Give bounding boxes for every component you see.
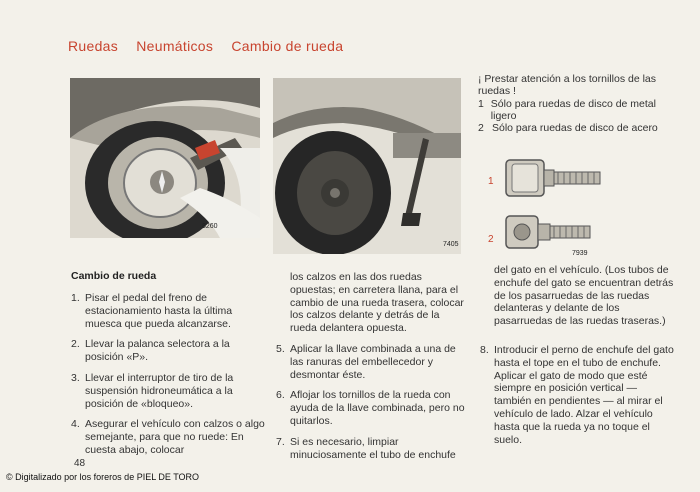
photo-number-right: 7405 xyxy=(443,241,459,248)
photo-number-left: 8260 xyxy=(202,223,218,230)
bolt-label-2: 2 xyxy=(488,234,494,245)
bolt-note-number: 1 xyxy=(478,97,484,110)
step-continuation xyxy=(480,264,676,328)
bolt-note-number: 2 xyxy=(478,122,484,135)
step-number: 8. xyxy=(480,343,489,356)
bolt-note-intro: ¡ Prestar atención a los tornillos de las ruedas ! xyxy=(478,73,657,98)
step-text: Llevar el interruptor de tiro de la suspensión hidroneumática a la posición de «bloqueo». xyxy=(85,371,234,410)
step-number: 3. xyxy=(71,371,80,384)
step-text: Llevar la palanca selectora a la posición «P». xyxy=(85,338,230,364)
step-number: 7. xyxy=(276,435,285,448)
step-item xyxy=(480,344,676,446)
crumb-neumaticos: Neumáticos xyxy=(136,38,214,54)
step-text: Introducir el perno de enchufe del gato hasta el tope en el tubo de enchufe. Aplicar el gato de modo que esté siempre en posición vertical — también en pendientes — al mirar el vehículo de lado. Alzar el vehículo hasta que la rueda ya no toque el suelo. xyxy=(494,343,674,446)
bolt-note-item xyxy=(478,122,668,134)
bolt-figure-number: 7939 xyxy=(572,250,588,257)
page-number: 48 xyxy=(74,458,86,469)
step-text: del gato en el vehículo. (Los tubos de enchufe del gato se encuentran detrás de los pasarruedas de las ruedas delanteras y delante de los pasarruedas de las ruedas traseras.) xyxy=(494,264,674,328)
step-number: 6. xyxy=(276,389,285,402)
bolt-note-item xyxy=(478,98,668,123)
step-text: Pisar el pedal del freno de estacionamiento hasta la última muesca que pueda alcanzarse. xyxy=(85,292,233,330)
bolt-note xyxy=(478,73,668,134)
bolt-label-1: 1 xyxy=(488,176,494,187)
credit-watermark: © Digitalizado por los foreros de PIEL DE TORO xyxy=(6,472,200,482)
section-title: Cambio de rueda xyxy=(71,270,157,282)
page-header xyxy=(68,38,357,54)
step-item xyxy=(71,372,271,410)
step-item xyxy=(71,292,271,330)
wheel-cover-removal-photo xyxy=(70,78,260,238)
step-number: 5. xyxy=(276,342,285,355)
step-number: 2. xyxy=(71,338,80,351)
step-item xyxy=(71,418,271,456)
instructions-column-1 xyxy=(71,292,271,465)
step-text: Si es necesario, limpiar minuciosamente el tubo de enchufe xyxy=(290,435,456,461)
step-number: 4. xyxy=(71,418,80,431)
step-item xyxy=(71,338,271,364)
step-text: Asegurar el vehículo con calzos o algo semejante, para que no ruede: En cuesta abajo, colocar xyxy=(85,418,265,456)
step-number: 1. xyxy=(71,292,80,304)
step-text: Aflojar los tornillos de la rueda con ayuda de la llave combinada, pero no quitarlos. xyxy=(290,389,465,427)
step-item xyxy=(276,389,468,427)
jack-and-wheel-photo xyxy=(273,78,461,254)
crumb-ruedas: Ruedas xyxy=(68,38,119,54)
step-text: Aplicar la llave combinada a una de las ranuras del embellecedor y desmontar éste. xyxy=(290,342,456,381)
bolt-note-text: Sólo para ruedas de disco de metal ligero xyxy=(490,97,656,122)
step-item xyxy=(276,343,468,381)
wheel-bolts-illustration xyxy=(498,150,608,260)
crumb-cambio-de-rueda: Cambio de rueda xyxy=(231,38,344,54)
instructions-column-3 xyxy=(480,264,676,454)
step-item xyxy=(276,436,468,462)
step-text: los calzos en las dos ruedas opuestas; en carretera llana, para el cambio de una rueda trasera, colocar los calzos delante y detrás de la rueda delantera opuesta. xyxy=(290,271,464,335)
bolt-note-text: Sólo para ruedas de disco de acero xyxy=(492,122,658,135)
step-continuation xyxy=(276,271,468,335)
instructions-column-2 xyxy=(276,271,468,469)
